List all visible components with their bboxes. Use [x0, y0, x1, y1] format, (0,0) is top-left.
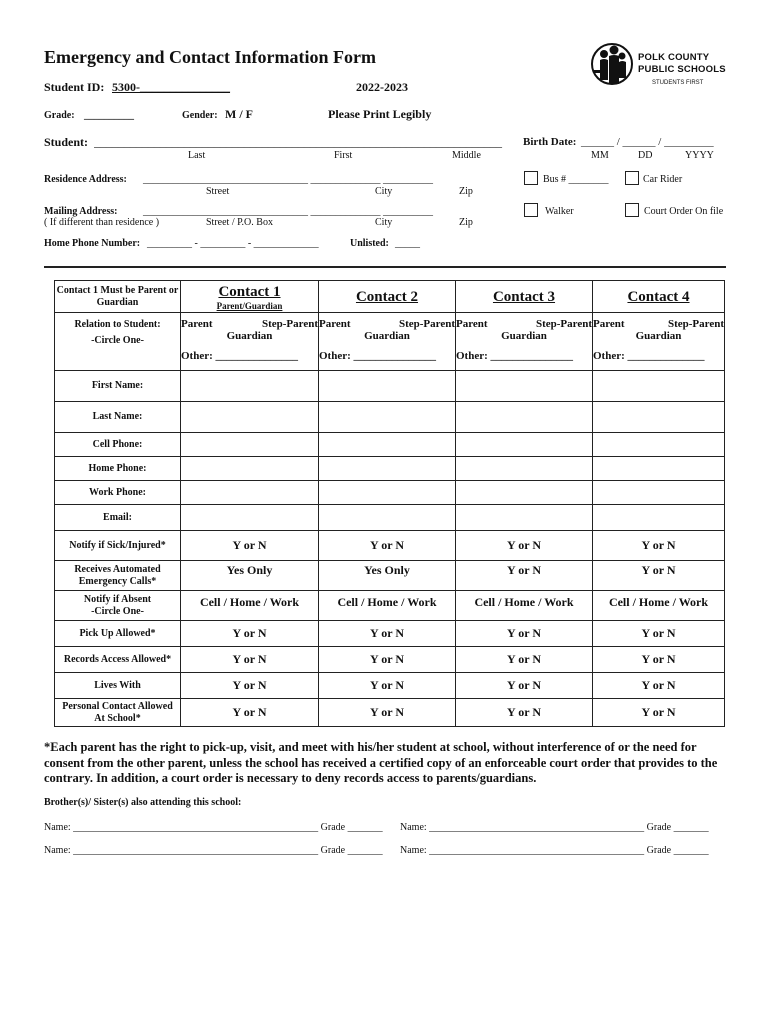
work-phone-cell[interactable]	[181, 481, 319, 505]
relation-other[interactable]: Other: _______________	[181, 349, 299, 362]
mailing-street-hint: Street / P.O. Box	[206, 217, 273, 228]
relation-other[interactable]: Other: _______________	[319, 349, 437, 362]
sibling-name-line-4[interactable]: Name: ___________________________________________ Grade _______	[400, 845, 709, 856]
relation-guardian[interactable]: Guardian	[501, 329, 547, 342]
records-access-choice[interactable]: Y or N	[593, 647, 725, 673]
mailing-zip-hint: Zip	[459, 217, 473, 228]
pickup-choice[interactable]: Y or N	[456, 621, 593, 647]
corner-note: Contact 1 Must be Parent or Guardian	[55, 281, 181, 313]
lives-with-choice[interactable]: Y or N	[181, 673, 319, 699]
sibling-name-line-3[interactable]: Name: _________________________________________________ Grade _______	[44, 845, 383, 856]
last-name-cell[interactable]	[319, 402, 456, 433]
mailing-label: Mailing Address:	[44, 206, 118, 217]
notify-sick-label: Notify if Sick/Injured*	[55, 531, 181, 561]
name-part-middle: Middle	[452, 150, 481, 161]
notify-absent-label-cell	[55, 591, 181, 621]
contact-4-title: Contact 4	[627, 288, 690, 305]
car-rider-checkbox[interactable]	[625, 171, 639, 185]
first-name-cell[interactable]	[181, 371, 319, 402]
date-part-yyyy: YYYY	[685, 150, 714, 161]
home-phone-label: Home Phone Number:	[44, 238, 141, 249]
unlisted-field[interactable]: _____	[395, 238, 420, 249]
table-row	[55, 673, 725, 699]
mailing-city-hint: City	[375, 217, 393, 228]
print-note: Please Print Legibly	[328, 107, 432, 121]
logo-line-1: POLK COUNTY	[638, 52, 710, 63]
relation-cell-2[interactable]	[319, 313, 456, 371]
email-label: Email:	[55, 505, 181, 531]
relation-row	[55, 313, 725, 371]
student-name-field[interactable]: ____________________________________________________________________	[94, 135, 502, 149]
contact-3-header	[456, 281, 593, 313]
home-phone-cell[interactable]	[456, 457, 593, 481]
personal-contact-choice[interactable]: Y or N	[456, 699, 593, 727]
relation-parent[interactable]: Parent	[593, 317, 625, 330]
table-row	[55, 621, 725, 647]
home-phone-field[interactable]: _________ - _________ - _____________	[147, 238, 319, 249]
relation-guardian[interactable]: Guardian	[364, 329, 410, 342]
relation-step-parent[interactable]: Step-Parent	[398, 317, 455, 330]
residence-field[interactable]: _________________________________ ______________ __________	[143, 174, 433, 185]
relation-step-parent[interactable]: Step-Parent	[667, 317, 724, 330]
cell-phone-label: Cell Phone:	[55, 433, 181, 457]
notify-sick-choice[interactable]: Y or N	[181, 531, 319, 561]
work-phone-label: Work Phone:	[55, 481, 181, 505]
table-row	[55, 481, 725, 505]
walker-label: Walker	[545, 206, 574, 217]
relation-label: Relation to Student:	[74, 319, 161, 330]
home-phone-cell[interactable]	[181, 457, 319, 481]
bus-label: Bus # ________	[543, 174, 609, 185]
contact-2-header	[319, 281, 456, 313]
email-cell[interactable]	[456, 505, 593, 531]
unlisted-label: Unlisted:	[350, 238, 389, 249]
records-access-choice[interactable]: Y or N	[456, 647, 593, 673]
notify-absent-choice[interactable]: Cell / Home / Work	[593, 591, 725, 621]
student-id-field[interactable]: 5300-_______________	[112, 80, 230, 94]
cell-phone-cell[interactable]	[319, 433, 456, 457]
residence-city-hint: City	[375, 186, 393, 197]
notify-sick-choice[interactable]: Y or N	[456, 531, 593, 561]
email-cell[interactable]	[593, 505, 725, 531]
contact-2-title: Contact 2	[355, 288, 419, 305]
logo-line-2: PUBLIC SCHOOLS	[638, 64, 726, 75]
gender-label: Gender:	[182, 110, 218, 121]
contact-3-title: Contact 3	[492, 288, 556, 305]
home-phone-cell[interactable]	[593, 457, 725, 481]
relation-other[interactable]: Other: _______________	[456, 349, 574, 362]
notify-sick-choice[interactable]: Y or N	[319, 531, 456, 561]
pickup-choice[interactable]: Y or N	[319, 621, 456, 647]
student-label: Student:	[44, 135, 89, 149]
court-order-checkbox[interactable]	[625, 203, 639, 217]
car-rider-label: Car Rider	[643, 174, 683, 185]
notify-absent-choice[interactable]: Cell / Home / Work	[456, 591, 593, 621]
court-order-label: Court Order On file	[644, 206, 724, 217]
automated-calls-choice[interactable]: Yes Only	[181, 561, 319, 591]
birth-date-label: Birth Date:	[523, 136, 577, 148]
mailing-field[interactable]: _________________________________ ______________ __________	[143, 206, 433, 217]
lives-with-label: Lives With	[55, 673, 181, 699]
table-row	[55, 402, 725, 433]
table-row	[55, 505, 725, 531]
work-phone-cell[interactable]	[593, 481, 725, 505]
contact-4-header	[593, 281, 725, 313]
name-part-last: Last	[188, 150, 206, 161]
relation-guardian[interactable]: Guardian	[635, 329, 682, 342]
relation-guardian[interactable]: Guardian	[226, 329, 273, 342]
last-name-label: Last Name:	[55, 402, 181, 433]
automated-calls-choice[interactable]: Y or N	[456, 561, 593, 591]
work-phone-cell[interactable]	[456, 481, 593, 505]
relation-cell-4[interactable]	[593, 313, 725, 371]
table-row	[55, 561, 725, 591]
last-name-cell[interactable]	[456, 402, 593, 433]
automated-calls-choice[interactable]: Yes Only	[319, 561, 456, 591]
first-name-label: First Name:	[55, 371, 181, 402]
bus-checkbox[interactable]	[524, 171, 538, 185]
pickup-label: Pick Up Allowed*	[55, 621, 181, 647]
contact-1-subtitle: Parent/Guardian	[216, 300, 283, 311]
personal-contact-choice[interactable]: Y or N	[181, 699, 319, 727]
section-divider	[44, 266, 726, 268]
first-name-cell[interactable]	[456, 371, 593, 402]
district-logo-icon	[590, 40, 634, 90]
gender-options[interactable]: M / F	[225, 107, 253, 121]
first-name-cell[interactable]	[319, 371, 456, 402]
parent-rights-note: *Each parent has the right to pick-up, visit, and meet with his/her student at school, without interference of or the need for consent from the other parent, unless the school has received a certified copy of an enforceable court order that provides to the contrary. In addition, a court order is necessary to deny records access to parents/guardians.	[44, 740, 718, 785]
contact-1-header	[181, 281, 319, 313]
logo-tagline: STUDENTS FIRST	[652, 80, 704, 86]
cell-phone-cell[interactable]	[181, 433, 319, 457]
date-part-dd: DD	[638, 150, 653, 161]
walker-checkbox[interactable]	[524, 203, 538, 217]
lives-with-choice[interactable]: Y or N	[456, 673, 593, 699]
residence-label: Residence Address:	[44, 174, 127, 185]
lives-with-choice[interactable]: Y or N	[319, 673, 456, 699]
cell-phone-cell[interactable]	[593, 433, 725, 457]
student-id-label: Student ID:	[44, 80, 105, 94]
table-header-row	[55, 281, 725, 313]
siblings-label: Brother(s)/ Sister(s) also attending this school:	[44, 797, 242, 808]
records-access-choice[interactable]: Y or N	[181, 647, 319, 673]
cell-phone-cell[interactable]	[456, 433, 593, 457]
table-row	[55, 531, 725, 561]
sibling-name-line-1[interactable]: Name: _________________________________________________ Grade _______	[44, 822, 383, 833]
last-name-cell[interactable]	[181, 402, 319, 433]
school-year: 2022-2023	[356, 80, 408, 94]
relation-parent[interactable]: Parent	[181, 317, 213, 330]
table-row	[55, 457, 725, 481]
district-logo	[590, 40, 730, 90]
lives-with-choice[interactable]: Y or N	[593, 673, 725, 699]
records-access-choice[interactable]: Y or N	[319, 647, 456, 673]
table-row	[55, 433, 725, 457]
residence-street-hint: Street	[206, 186, 230, 197]
notify-absent-label: Notify if Absent	[83, 593, 152, 605]
relation-parent[interactable]: Parent	[456, 317, 488, 330]
table-row	[55, 371, 725, 402]
mailing-sublabel: ( If different than residence )	[44, 217, 160, 228]
contacts-table	[54, 280, 725, 727]
table-row	[55, 591, 725, 621]
relation-cell-3[interactable]	[456, 313, 593, 371]
personal-contact-choice[interactable]: Y or N	[319, 699, 456, 727]
pickup-choice[interactable]: Y or N	[181, 621, 319, 647]
relation-label-cell	[55, 313, 181, 371]
relation-other[interactable]: Other: ______________	[593, 349, 705, 362]
home-phone-row-label: Home Phone:	[55, 457, 181, 481]
pickup-choice[interactable]: Y or N	[593, 621, 725, 647]
work-phone-cell[interactable]	[319, 481, 456, 505]
automated-calls-choice[interactable]: Y or N	[593, 561, 725, 591]
records-access-label: Records Access Allowed*	[55, 647, 181, 673]
notify-absent-circle-one: -Circle One-	[91, 605, 144, 617]
relation-circle-one: -Circle One-	[91, 335, 144, 346]
last-name-cell[interactable]	[593, 402, 725, 433]
date-part-mm: MM	[591, 150, 609, 161]
notify-absent-choice[interactable]: Cell / Home / Work	[181, 591, 319, 621]
relation-cell-1[interactable]	[181, 313, 319, 371]
residence-zip-hint: Zip	[459, 186, 473, 197]
grade-field[interactable]: __________	[84, 110, 134, 121]
notify-sick-choice[interactable]: Y or N	[593, 531, 725, 561]
birth-date-field[interactable]: ______ / ______ / _________	[581, 136, 714, 148]
relation-step-parent[interactable]: Step-Parent	[535, 317, 592, 330]
contact-1-title: Contact 1	[218, 283, 281, 300]
personal-contact-label: Personal Contact Allowed At School*	[55, 699, 181, 727]
form-title: Emergency and Contact Information Form	[44, 47, 376, 67]
email-cell[interactable]	[181, 505, 319, 531]
first-name-cell[interactable]	[593, 371, 725, 402]
table-row	[55, 699, 725, 727]
email-cell[interactable]	[319, 505, 456, 531]
grade-label: Grade:	[44, 110, 75, 121]
relation-step-parent[interactable]: Step-Parent	[261, 317, 318, 330]
home-phone-cell[interactable]	[319, 457, 456, 481]
relation-parent[interactable]: Parent	[319, 317, 351, 330]
table-row	[55, 647, 725, 673]
automated-calls-label: Receives Automated Emergency Calls*	[55, 561, 181, 591]
personal-contact-choice[interactable]: Y or N	[593, 699, 725, 727]
notify-absent-choice[interactable]: Cell / Home / Work	[319, 591, 456, 621]
sibling-name-line-2[interactable]: Name: ___________________________________________ Grade _______	[400, 822, 709, 833]
name-part-first: First	[334, 150, 353, 161]
